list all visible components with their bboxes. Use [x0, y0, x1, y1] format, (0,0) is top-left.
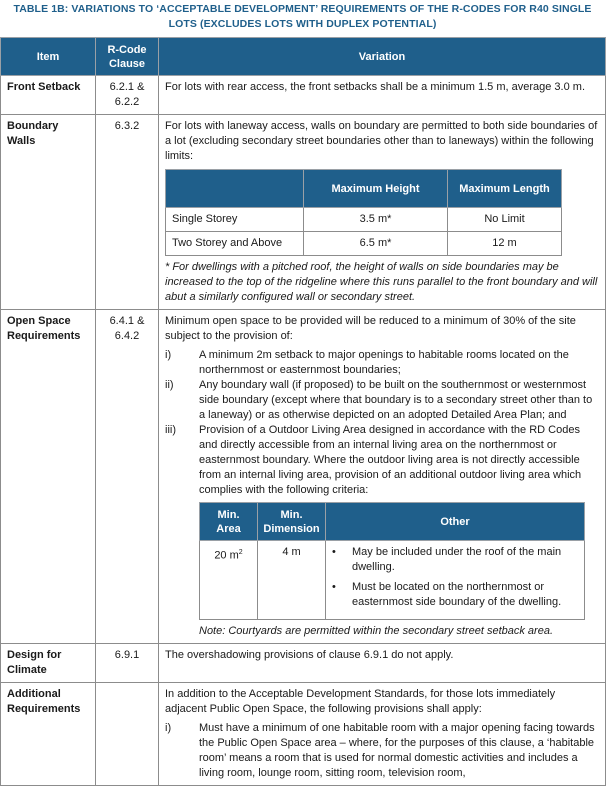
list-text: A minimum 2m setback to major openings to habitable rooms located on the northernmost or easternmost boundaries;	[199, 349, 569, 376]
bullet-icon: •	[332, 581, 336, 593]
row-additional-requirements	[1, 683, 606, 786]
clause-cell: 6.9.1	[96, 644, 159, 683]
bullet-item: • May be included under the roof of the main dwelling.	[332, 546, 562, 573]
variations-table	[0, 37, 606, 786]
list-number: iii)	[165, 424, 176, 436]
header-clause: R-Code Clause	[96, 38, 159, 76]
row-front-setback	[1, 76, 606, 115]
boundary-walls-limits-table	[165, 169, 562, 256]
row-open-space	[1, 310, 606, 644]
limits-header-blank	[166, 170, 304, 208]
table-title-line2: LOTS (EXCLUDES LOTS WITH DUPLEX POTENTIAL)	[168, 18, 437, 30]
list-item	[165, 348, 599, 378]
table-title-line1: TABLE 1B: VARIATIONS TO ‘ACCEPTABLE DEVELOPMENT’ REQUIREMENTS OF THE R-CODES FOR R40 SINGLE	[13, 3, 592, 15]
criteria-header-other: Other	[326, 503, 585, 541]
item-cell: Design for Climate	[1, 644, 96, 683]
bullet-item: • Must be located on the northernmost or easternmost side boundary of the dwelling.	[332, 581, 562, 608]
limits-header-height: Maximum Height	[304, 170, 448, 208]
criteria-area-value: 20 $m^2$	[200, 541, 258, 620]
item-cell: Boundary Walls	[1, 115, 96, 310]
boundary-walls-intro: For lots with laneway access, walls on boundary are permitted to both side boundaries of a lot (excluding secondary street boundaries other than to laneways) within the following limits:	[165, 120, 598, 162]
header-item: Item	[1, 38, 96, 76]
outdoor-living-criteria-table	[199, 502, 585, 620]
list-item	[165, 423, 599, 498]
item-cell: Front Setback	[1, 76, 96, 115]
variation-cell	[159, 310, 606, 644]
bullet-icon: •	[332, 546, 336, 558]
criteria-header-dimension: Min. Dimension	[258, 503, 326, 541]
limits-header-length: Maximum Length	[448, 170, 562, 208]
limits-row-label: Single Storey	[166, 208, 304, 232]
list-number: i)	[165, 349, 172, 361]
limits-row-two-storey	[166, 232, 562, 256]
clause-cell: 6.3.2	[96, 115, 159, 310]
limits-height-value: 6.5 m*	[304, 232, 448, 256]
limits-height-value: 3.5 m*	[304, 208, 448, 232]
criteria-dimension-value: 4 m	[258, 541, 326, 620]
list-number: i)	[165, 722, 172, 734]
open-space-intro: Minimum open space to be provided will be reduced to a minimum of 30% of the site subject to the provision of:	[165, 315, 576, 342]
list-item	[165, 721, 599, 781]
list-text: Any boundary wall (if proposed) to be built on the southernmost or westernmost side boundary (except where that boundary is to a secondary street other than to a laneway) or as otherwise depicted on an adopted Detailed Area Plan; and	[199, 379, 593, 421]
clause-cell: 6.4.1 & 6.4.2	[96, 310, 159, 644]
criteria-header-area: Min. Area	[200, 503, 258, 541]
variation-cell: For lots with rear access, the front setbacks shall be a minimum 1.5 m, average 3.0 m.	[159, 76, 606, 115]
item-cell: Open Space Requirements	[1, 310, 96, 644]
limits-row-label: Two Storey and Above	[166, 232, 304, 256]
list-text: Must have a minimum of one habitable room with a major opening facing towards the Public Open Space area – where, for the purposes of this clause, a ‘habitable room’ means a room that is used for normal domestic activities and includes a living room, lounge room, sitting room, television room,	[199, 722, 595, 779]
row-design-climate	[1, 644, 606, 683]
open-space-note: Note: Courtyards are permitted within the secondary street setback area.	[199, 625, 554, 637]
boundary-walls-note: * For dwellings with a pitched roof, the height of walls on side boundaries may be increased to the top of the ridgeline where this runs parallel to the front boundary and will abut a similarly configured wall or secondary street.	[165, 261, 598, 303]
table-header-row	[1, 38, 606, 76]
variation-cell	[159, 115, 606, 310]
row-boundary-walls	[1, 115, 606, 310]
limits-length-value: 12 m	[448, 232, 562, 256]
table-title	[0, 0, 605, 35]
clause-cell	[96, 683, 159, 786]
additional-intro: In addition to the Acceptable Development Standards, for those lots immediately adjacent Public Open Space, the following provisions shall apply:	[165, 688, 556, 715]
clause-cell: 6.2.1 & 6.2.2	[96, 76, 159, 115]
list-item	[165, 378, 599, 423]
criteria-other-cell	[326, 541, 585, 620]
criteria-row	[200, 541, 585, 620]
list-number: ii)	[165, 379, 174, 391]
variation-cell	[159, 683, 606, 786]
limits-row-single-storey	[166, 208, 562, 232]
list-text: Provision of a Outdoor Living Area designed in accordance with the RD Codes and directly accessible from an internal living area on the northernmost or easternmost boundary. Where the outdoor living area is not directly accessible from an internal living area, provision of an additional outdoor living area which complies with the following criteria:	[199, 424, 582, 496]
variation-cell: The overshadowing provisions of clause 6.9.1 do not apply.	[159, 644, 606, 683]
item-cell: Additional Requirements	[1, 683, 96, 786]
header-variation: Variation	[159, 38, 606, 76]
limits-length-value: No Limit	[448, 208, 562, 232]
